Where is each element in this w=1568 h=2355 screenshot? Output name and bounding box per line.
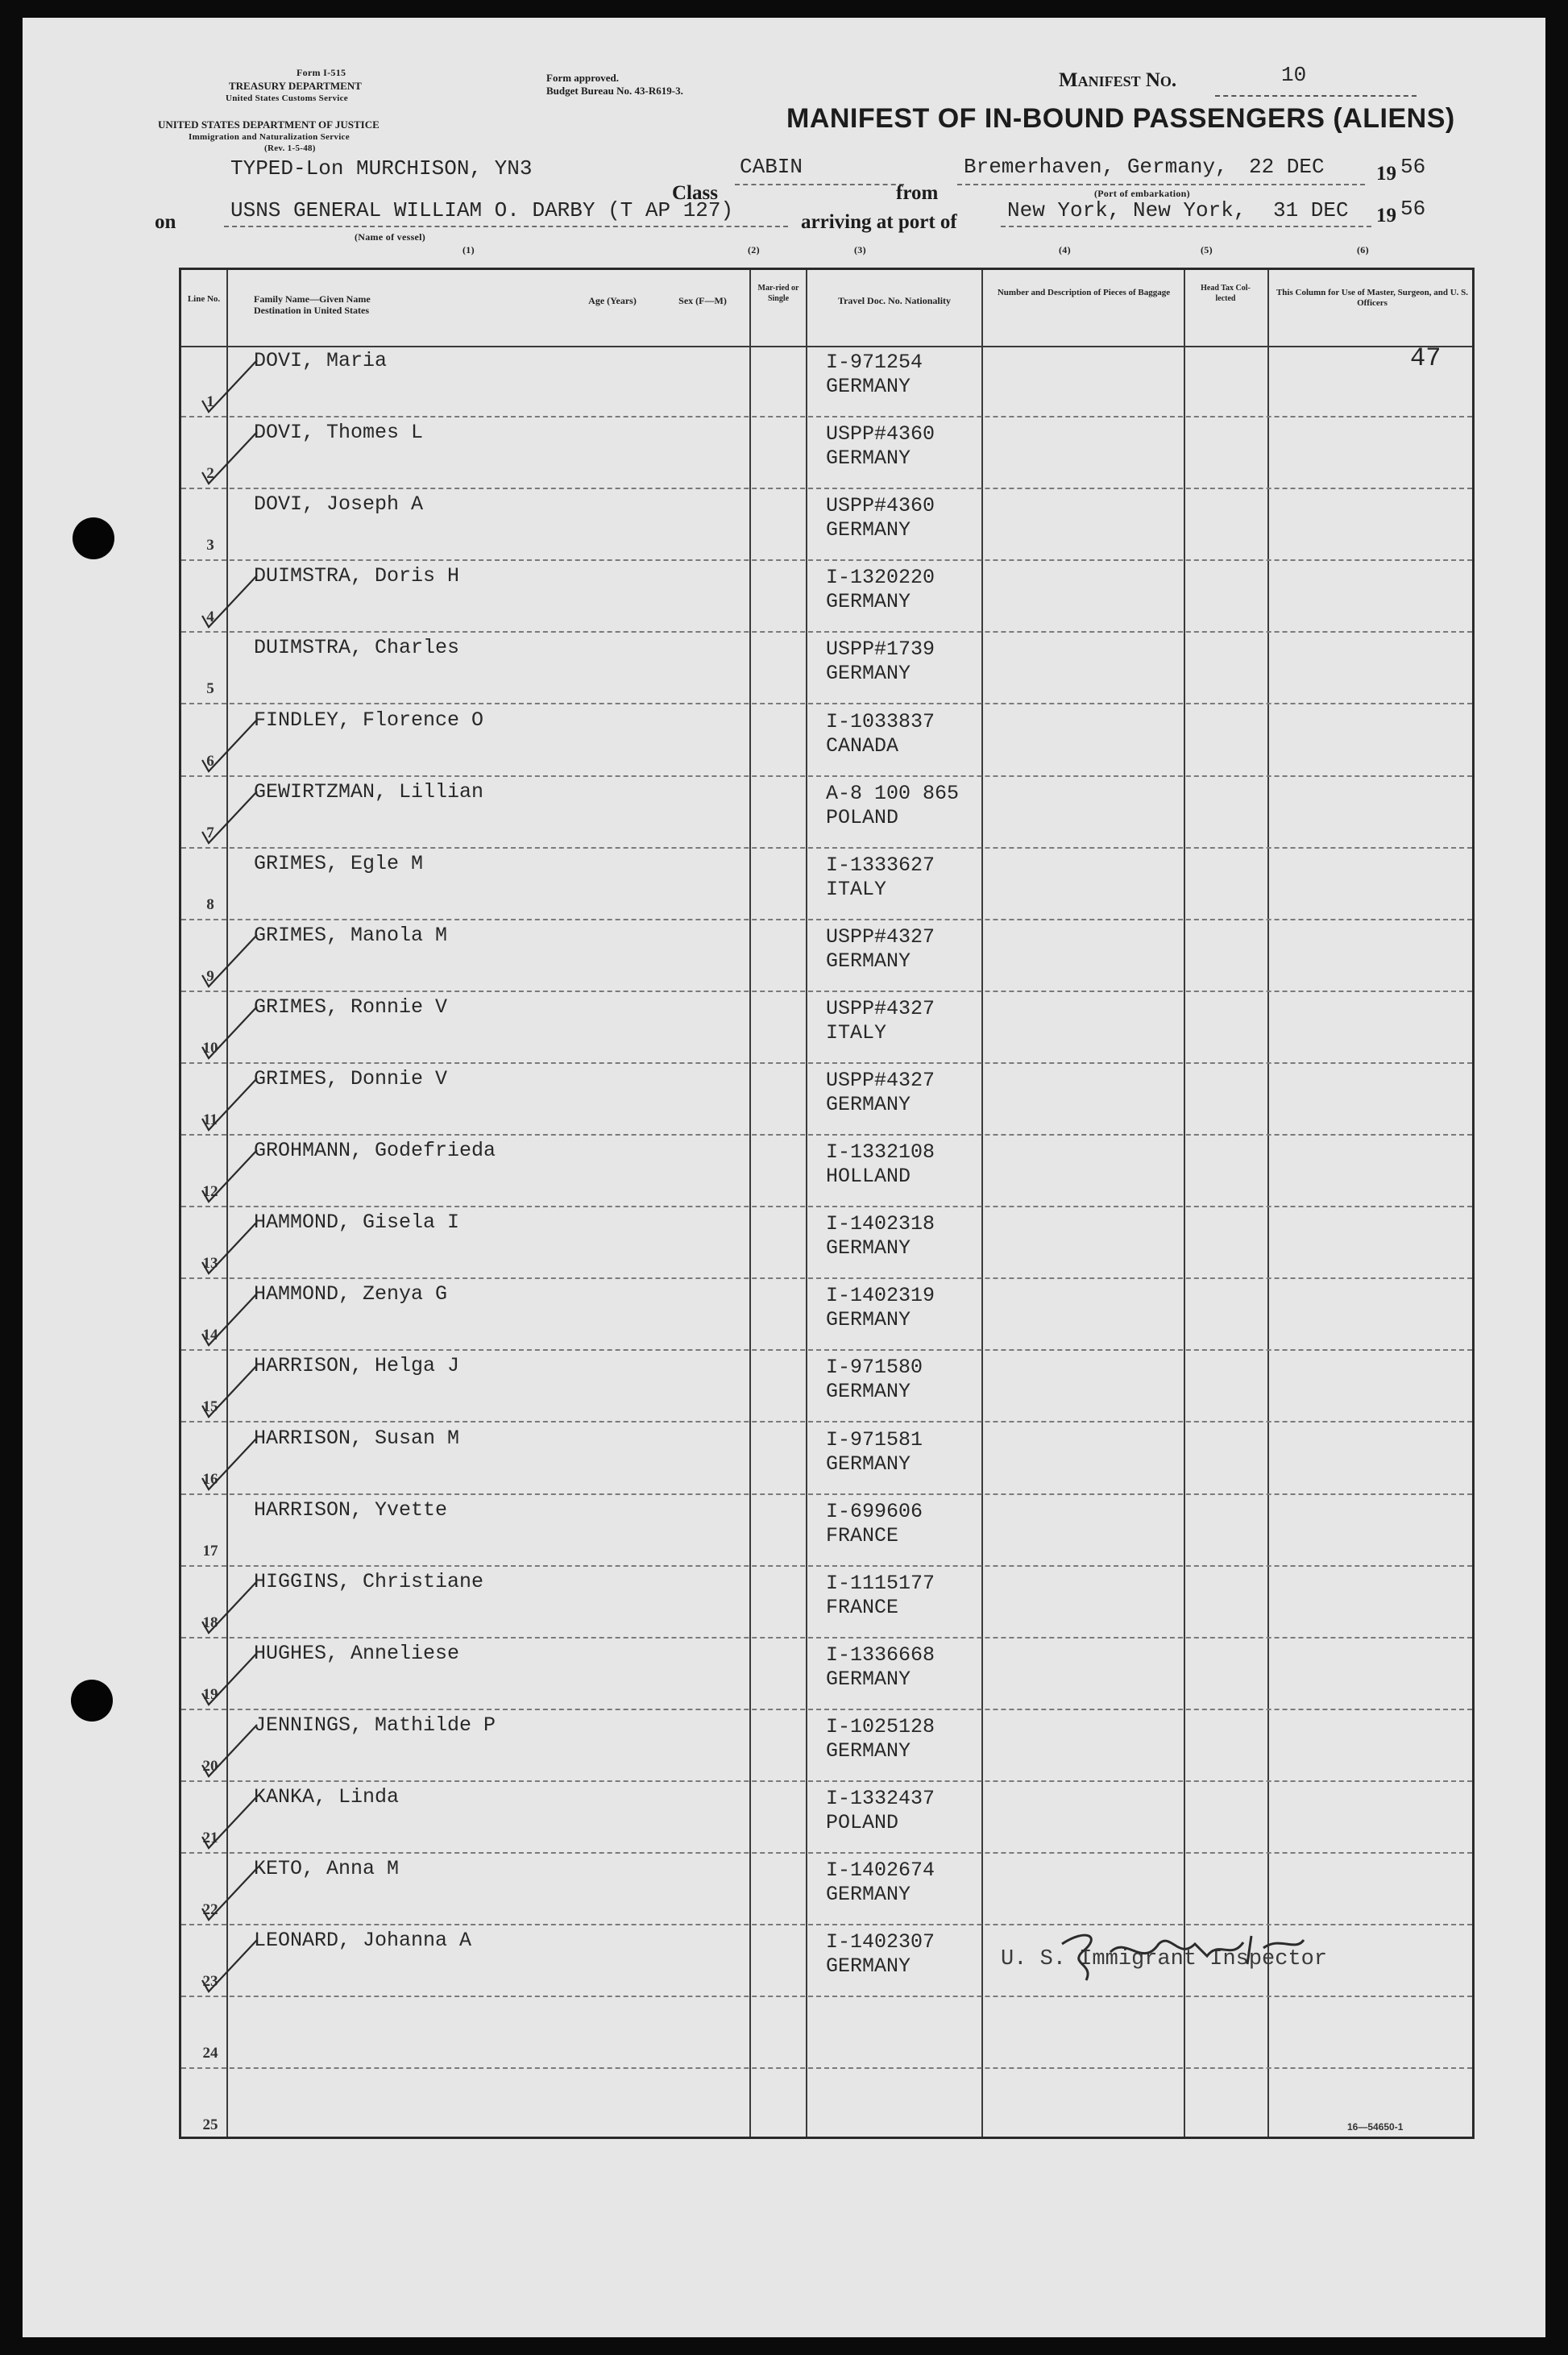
table-row: [181, 920, 1472, 992]
row-doc-number: I-1115177: [826, 1571, 935, 1595]
hdr-line-no: Line No.: [187, 294, 221, 304]
customs-service: United States Customs Service: [226, 93, 348, 103]
row-travel-doc: [826, 1715, 935, 1763]
row-nationality: GERMANY: [826, 1452, 911, 1476]
table-row: [181, 346, 1472, 417]
row-line-number: 24: [202, 2045, 218, 2062]
check-mark-icon: [191, 1647, 263, 1711]
arriving-underline: [1001, 226, 1371, 227]
row-passenger-name: JENNINGS, Mathilde P: [254, 1713, 496, 1737]
row-line-number: 3: [206, 537, 214, 554]
row-line-number: 8: [206, 895, 214, 913]
row-travel-doc: [826, 1356, 923, 1404]
row-line-number: 23: [202, 1973, 218, 1991]
row-line-number: 15: [202, 1398, 218, 1416]
rev-line: (Rev. 1-5-48): [264, 143, 316, 153]
arriving-value: New York, New York,: [1007, 198, 1247, 222]
row-passenger-name: HARRISON, Susan M: [254, 1426, 460, 1450]
row-doc-number: USPP#4360: [826, 494, 935, 518]
hdr-officers: This Column for Use of Master, Surgeon, and U. S. Officers: [1276, 288, 1469, 308]
row-travel-doc: [826, 1643, 935, 1692]
vessel-underline: [224, 226, 788, 227]
col-num-2: (2): [748, 244, 760, 255]
row-nationality: GERMANY: [826, 1667, 911, 1691]
row-line-number: 14: [202, 1327, 218, 1344]
row-nationality: ITALY: [826, 1020, 887, 1045]
form-number: Form I-515: [297, 67, 346, 78]
col-num-5: (5): [1201, 244, 1213, 255]
row-doc-number: USPP#4327: [826, 924, 935, 949]
table-row: [181, 1782, 1472, 1854]
row-nationality: GERMANY: [826, 446, 911, 471]
table-row: [181, 777, 1472, 849]
hdr-destination: Destination in United States: [254, 305, 370, 316]
row-nationality: GERMANY: [826, 518, 911, 542]
row-travel-doc: [826, 854, 935, 902]
row-doc-number: I-1025128: [826, 1714, 935, 1738]
hdr-married: Mar-ried or Single: [757, 284, 799, 303]
row-passenger-name: KETO, Anna M: [254, 1857, 400, 1881]
row-travel-doc: [826, 997, 935, 1045]
row-passenger-name: GRIMES, Ronnie V: [254, 995, 448, 1019]
check-mark-icon: [191, 713, 263, 778]
table-row: [181, 561, 1472, 633]
col-num-3: (3): [854, 244, 866, 255]
row-passenger-name: DOVI, Joseph A: [254, 492, 424, 517]
row-line-number: 22: [202, 1901, 218, 1919]
row-nationality: POLAND: [826, 1811, 899, 1834]
check-mark-icon: [191, 1215, 263, 1280]
from-date: 22 DEC: [1249, 155, 1325, 179]
row-passenger-name: HARRISON, Helga J: [254, 1354, 460, 1378]
check-mark-icon: [191, 1072, 263, 1136]
row-line-number: 25: [202, 2116, 218, 2134]
doj-line: UNITED STATES DEPARTMENT OF JUSTICE: [158, 118, 380, 131]
from-underline: [957, 184, 1365, 185]
row-travel-doc: [826, 638, 935, 686]
manifest-no-underline: [1215, 95, 1417, 97]
table-row: [181, 1710, 1472, 1782]
row-doc-number: USPP#4327: [826, 996, 935, 1020]
footer-code: 16—54650-1: [1347, 2121, 1404, 2133]
row-doc-number: I-1336668: [826, 1643, 935, 1667]
check-mark-icon: [191, 354, 263, 418]
table-row: [181, 1997, 1472, 2069]
table-row: [181, 992, 1472, 1064]
check-mark-icon: [191, 1144, 263, 1208]
hdr-baggage: Number and Description of Pieces of Baggage: [997, 288, 1171, 297]
typed-note: TYPED-Lon MURCHISON, YN3: [230, 156, 533, 181]
table-row: [181, 1279, 1472, 1351]
budget-bureau: Budget Bureau No. 43-R619-3.: [546, 85, 683, 97]
row-passenger-name: HARRISON, Yvette: [254, 1497, 448, 1522]
row-nationality: GERMANY: [826, 1093, 911, 1116]
check-mark-icon: [191, 1933, 263, 1998]
row-travel-doc: [826, 1930, 935, 1979]
row-doc-number: I-1320220: [826, 566, 935, 590]
punch-hole-top: [73, 517, 114, 559]
table-row: [181, 1495, 1472, 1567]
table-row: [181, 1567, 1472, 1639]
class-underline: [735, 184, 904, 185]
check-mark-icon: [191, 1000, 263, 1065]
row-passenger-name: HAMMOND, Gisela I: [254, 1211, 460, 1235]
row-passenger-name: FINDLEY, Florence O: [254, 708, 484, 732]
hdr-travel-doc: Travel Doc. No. Nationality: [837, 295, 952, 306]
row-line-number: 5: [206, 680, 214, 698]
table-row: [181, 1351, 1472, 1423]
row-travel-doc: [826, 925, 935, 974]
table-row: [181, 2069, 1472, 2141]
row-line-number: 1: [206, 393, 214, 411]
check-mark-icon: [191, 1359, 263, 1423]
row-travel-doc: [826, 566, 935, 614]
row-doc-number: I-971254: [826, 351, 923, 374]
check-mark-icon: [191, 1862, 263, 1926]
row-doc-number: I-1333627: [826, 853, 935, 877]
row-nationality: POLAND: [826, 805, 899, 829]
row-line-number: 21: [202, 1830, 218, 1847]
year-2: 56: [1400, 197, 1426, 221]
row-passenger-name: GROHMANN, Godefrieda: [254, 1139, 496, 1163]
table-row: [181, 1207, 1472, 1279]
table-row: [181, 489, 1472, 561]
row-passenger-name: HAMMOND, Zenya G: [254, 1282, 448, 1306]
check-mark-icon: [191, 1287, 263, 1352]
check-mark-icon: [191, 426, 263, 490]
row-nationality: HOLLAND: [826, 1165, 911, 1189]
row-travel-doc: [826, 1572, 935, 1620]
row-nationality: GERMANY: [826, 1738, 911, 1763]
row-passenger-name: LEONARD, Johanna A: [254, 1929, 472, 1953]
check-mark-icon: [191, 1718, 263, 1783]
hdr-head-tax: Head Tax Col-lected: [1201, 284, 1251, 303]
row-doc-number: I-1033837: [826, 709, 935, 733]
row-passenger-name: HUGHES, Anneliese: [254, 1641, 460, 1665]
check-mark-icon: [191, 1431, 263, 1496]
row-passenger-name: GEWIRTZMAN, Lillian: [254, 779, 484, 804]
row-doc-number: I-1332108: [826, 1140, 935, 1165]
check-mark-icon: [191, 785, 263, 849]
row-nationality: ITALY: [826, 877, 887, 901]
class-label: Class: [672, 182, 718, 204]
row-doc-number: I-699606: [826, 1499, 923, 1523]
manifest-no-label: Manifest No.: [1059, 69, 1177, 91]
row-travel-doc: [826, 1069, 935, 1117]
port-embarkation-caption: (Port of embarkation): [1094, 188, 1190, 199]
table-row: [181, 1064, 1472, 1136]
table-row: [181, 633, 1472, 704]
row-doc-number: I-1402319: [826, 1284, 935, 1308]
row-passenger-name: GRIMES, Egle M: [254, 851, 424, 875]
from-value: Bremerhaven, Germany,: [964, 155, 1228, 179]
table-row: [181, 417, 1472, 489]
row-travel-doc: [826, 351, 923, 399]
approved-line: Form approved.: [546, 72, 620, 84]
row-doc-number: I-1402307: [826, 1930, 935, 1954]
row-nationality: GERMANY: [826, 375, 911, 398]
check-mark-icon: [191, 1790, 263, 1855]
row-nationality: GERMANY: [826, 949, 911, 973]
row-line-number: 7: [206, 824, 214, 841]
row-nationality: GERMANY: [826, 662, 911, 686]
row-nationality: GERMANY: [826, 1308, 911, 1332]
punch-hole-bottom: [71, 1680, 113, 1722]
row-line-number: 16: [202, 1470, 218, 1488]
row-passenger-name: DUIMSTRA, Doris H: [254, 564, 460, 588]
row-line-number: 11: [203, 1111, 218, 1129]
row-travel-doc: [826, 1284, 935, 1332]
row-travel-doc: [826, 1787, 935, 1835]
col-num-4: (4): [1059, 244, 1071, 255]
check-mark-icon: [191, 1575, 263, 1639]
row-doc-number: USPP#1739: [826, 638, 935, 662]
ins-line: Immigration and Naturalization Service: [189, 132, 350, 142]
row-doc-number: I-971581: [826, 1427, 923, 1452]
inspector-signature: [1038, 1920, 1360, 1992]
table-row: [181, 1423, 1472, 1495]
arriving-label: arriving at port of: [801, 211, 957, 233]
hdr-family-name: Family Name—Given Name: [254, 293, 371, 305]
class-value: CABIN: [740, 155, 803, 179]
row-line-number: 17: [202, 1542, 218, 1560]
row-travel-doc: [826, 494, 935, 542]
on-label: on: [155, 211, 176, 233]
row-travel-doc: [826, 1212, 935, 1261]
row-travel-doc: [826, 1500, 923, 1548]
row-line-number: 2: [206, 465, 214, 483]
row-travel-doc: [826, 1859, 935, 1907]
treasury-dept: TREASURY DEPARTMENT: [229, 80, 362, 92]
hdr-sex: Sex (F—M): [678, 295, 727, 306]
row-passenger-name: DUIMSTRA, Charles: [254, 636, 460, 660]
table-row: [181, 1854, 1472, 1925]
table-row: [181, 1639, 1472, 1710]
check-mark-icon: [191, 569, 263, 633]
from-label: from: [896, 182, 939, 204]
check-mark-icon: [191, 928, 263, 993]
row-travel-doc: [826, 1140, 935, 1189]
vessel-value: USNS GENERAL WILLIAM O. DARBY (T AP 127): [230, 198, 734, 222]
row-line-number: 12: [202, 1183, 218, 1201]
row-passenger-name: DOVI, Maria: [254, 349, 388, 372]
row-travel-doc: [826, 710, 935, 758]
table-row: [181, 849, 1472, 920]
year-prefix-1: 19: [1376, 163, 1396, 185]
row-doc-number: I-1332437: [826, 1787, 935, 1810]
manifest-page: [23, 18, 1545, 2337]
row-nationality: FRANCE: [826, 1523, 899, 1547]
hdr-age: Age (Years): [588, 295, 637, 306]
row-passenger-name: KANKA, Linda: [254, 1785, 400, 1809]
row-nationality: GERMANY: [826, 1954, 911, 1979]
row-doc-number: I-971580: [826, 1356, 923, 1380]
row-doc-number: I-1402674: [826, 1859, 935, 1883]
row-nationality: GERMANY: [826, 1883, 911, 1907]
table-row: [181, 1136, 1472, 1207]
year-prefix-2: 19: [1376, 205, 1396, 226]
row-doc-number: USPP#4327: [826, 1069, 935, 1092]
row-travel-doc: [826, 782, 959, 830]
row-line-number: 9: [206, 967, 214, 985]
inspector-stamp: U. S. Immigrant Inspector: [1001, 1947, 1328, 1971]
row-travel-doc: [826, 422, 935, 471]
row-line-number: 18: [202, 1614, 218, 1631]
manifest-no-value: 10: [1281, 63, 1307, 87]
arriving-date: 31 DEC: [1273, 198, 1349, 222]
row-line-number: 10: [202, 1039, 218, 1057]
col-num-6: (6): [1357, 244, 1369, 255]
year-1: 56: [1400, 155, 1426, 179]
page-title: MANIFEST OF IN-BOUND PASSENGERS (ALIENS): [786, 103, 1455, 134]
row-passenger-name: GRIMES, Donnie V: [254, 1067, 448, 1090]
row-doc-number: A-8 100 865: [826, 781, 960, 805]
row-nationality: CANADA: [826, 733, 899, 758]
row-nationality: GERMANY: [826, 1380, 911, 1404]
row-travel-doc: [826, 1428, 923, 1477]
row-nationality: GERMANY: [826, 1236, 911, 1261]
row-line-number: 6: [206, 752, 214, 770]
vessel-caption: (Name of vessel): [355, 231, 426, 243]
page-mark: 47: [1410, 343, 1441, 373]
row-doc-number: I-1402318: [826, 1212, 935, 1236]
row-line-number: 20: [202, 1757, 218, 1775]
row-doc-number: USPP#4360: [826, 422, 935, 446]
row-nationality: GERMANY: [826, 590, 911, 614]
row-passenger-name: DOVI, Thomes L: [254, 421, 424, 445]
row-nationality: FRANCE: [826, 1595, 899, 1619]
col-num-1: (1): [463, 244, 475, 255]
table-row: [181, 705, 1472, 777]
row-line-number: 13: [202, 1255, 218, 1273]
passenger-table: [179, 268, 1475, 2139]
row-passenger-name: HIGGINS, Christiane: [254, 1569, 484, 1593]
row-passenger-name: GRIMES, Manola M: [254, 923, 448, 947]
row-line-number: 19: [202, 1685, 218, 1703]
row-line-number: 4: [206, 608, 214, 626]
